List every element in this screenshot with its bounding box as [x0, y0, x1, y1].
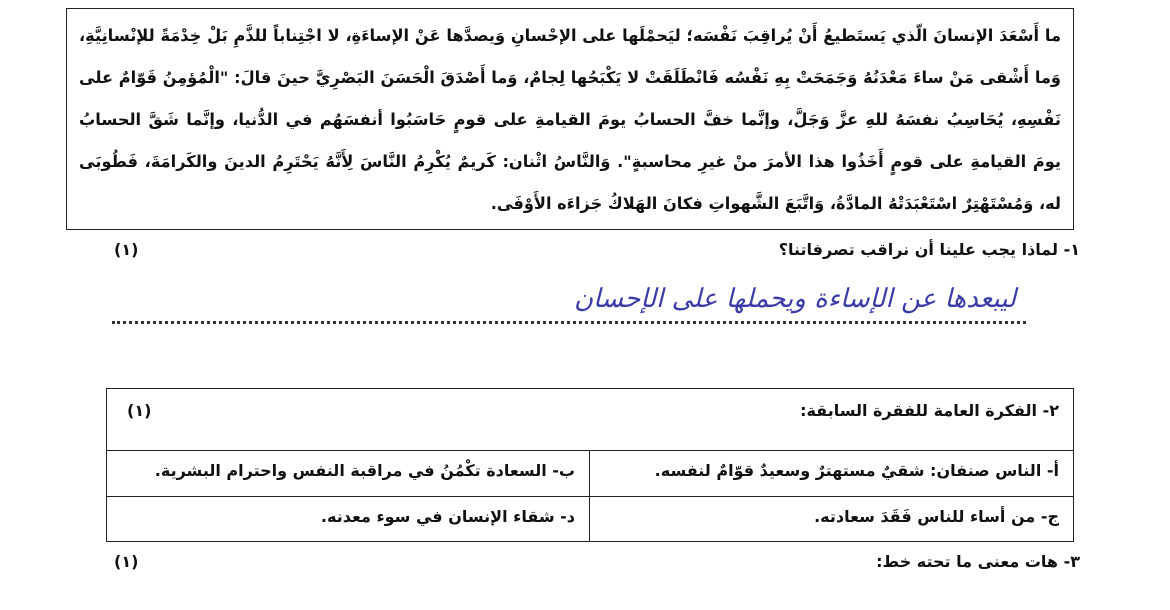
- question-3: [100, 552, 1080, 582]
- question-2-text: ٢- الفكرة العامة للفقرة السابقة:: [800, 401, 1059, 420]
- option-a[interactable]: أ- الناس صنفان: شقيٌ مستهترٌ وسعيدٌ قوّامٌ لنفسه.: [587, 451, 1073, 497]
- answer-1-line[interactable]: [112, 284, 1026, 328]
- question-1-mark: (١): [114, 240, 139, 259]
- passage-text: ما أَسْعَدَ الإنسانَ الّذي يَستَطيعُ أَنْ يُراقِبَ نَفْسَه؛ ليَحمْلَها على الإحْسانِ وَيصدَّها عَنْ الإساءَةِ، لا اجْتِناباً للذَّمِ بَلْ خِدْمَةً للإنْسانِيَّةِ، وَما أَشْقى مَنْ ساءَ مَعْدَنُهُ وَجَمَحَتْ بِهِ نَفْسُه فَانْطَلَقَتْ لا يَكْبَحُها لِجامٌ، وَما أَصْدَقَ الْحَسَنَ البَصْرِيَّ حينَ قالَ: "الْمُؤمِنُ قَوّامٌ على نَفْسِهِ، يُحَاسِبُ نفسَهُ للهِ عزَّ وَجَلَّ، وإنَّما خفَّ الحسابُ يومَ القيامةِ على قومٍ حَاسَبُوا أنفسَهُم في الدُّنيا، وإنَّما شَقَّ الحسابُ يومَ القيامةِ على قومٍ أَخَذُوا هذا الأمرَ منْ غيرِ محاسبةٍ". وَالنَّاسُ اثْنان: كَريمٌ يُكْرِمُ النَّاسَ لِأَنَّهُ يَحْتَرِمُ الدينَ والكَرامَةَ، فَطُوبَى له، وَمُسْتَهْتِرٌ اسْتَعْبَدَتْهُ المادَّةُ، وَاتَّبَعَ الشَّهواتِ فكانَ الهَلاكُ جَزاءَه الأَوْفَى.: [79, 26, 1061, 213]
- option-c[interactable]: ج- من أساء للناس فَقَدَ سعادته.: [814, 507, 1059, 526]
- question-2-header: [107, 389, 1073, 451]
- option-d[interactable]: د- شقاء الإنسان في سوء معدنه.: [320, 507, 575, 526]
- options-table: [106, 388, 1074, 542]
- question-1: [100, 240, 1080, 270]
- question-2-mark: (١): [127, 401, 152, 420]
- question-3-mark: (١): [114, 552, 139, 571]
- passage-box: [66, 8, 1074, 230]
- question-1-text: ١- لماذا يجب علينا أن نراقب تصرفاتنا؟: [778, 240, 1080, 259]
- dotted-line: [112, 321, 1026, 324]
- option-b[interactable]: ب- السعادة تكْمُنُ في مراقبة النفس واحترام البشرية.: [107, 451, 589, 497]
- answer-1-handwriting: ليبعدها عن الإساءة ويحملها على الإحسان: [574, 284, 1016, 314]
- question-3-text: ٣- هات معنى ما تحته خط:: [876, 552, 1080, 571]
